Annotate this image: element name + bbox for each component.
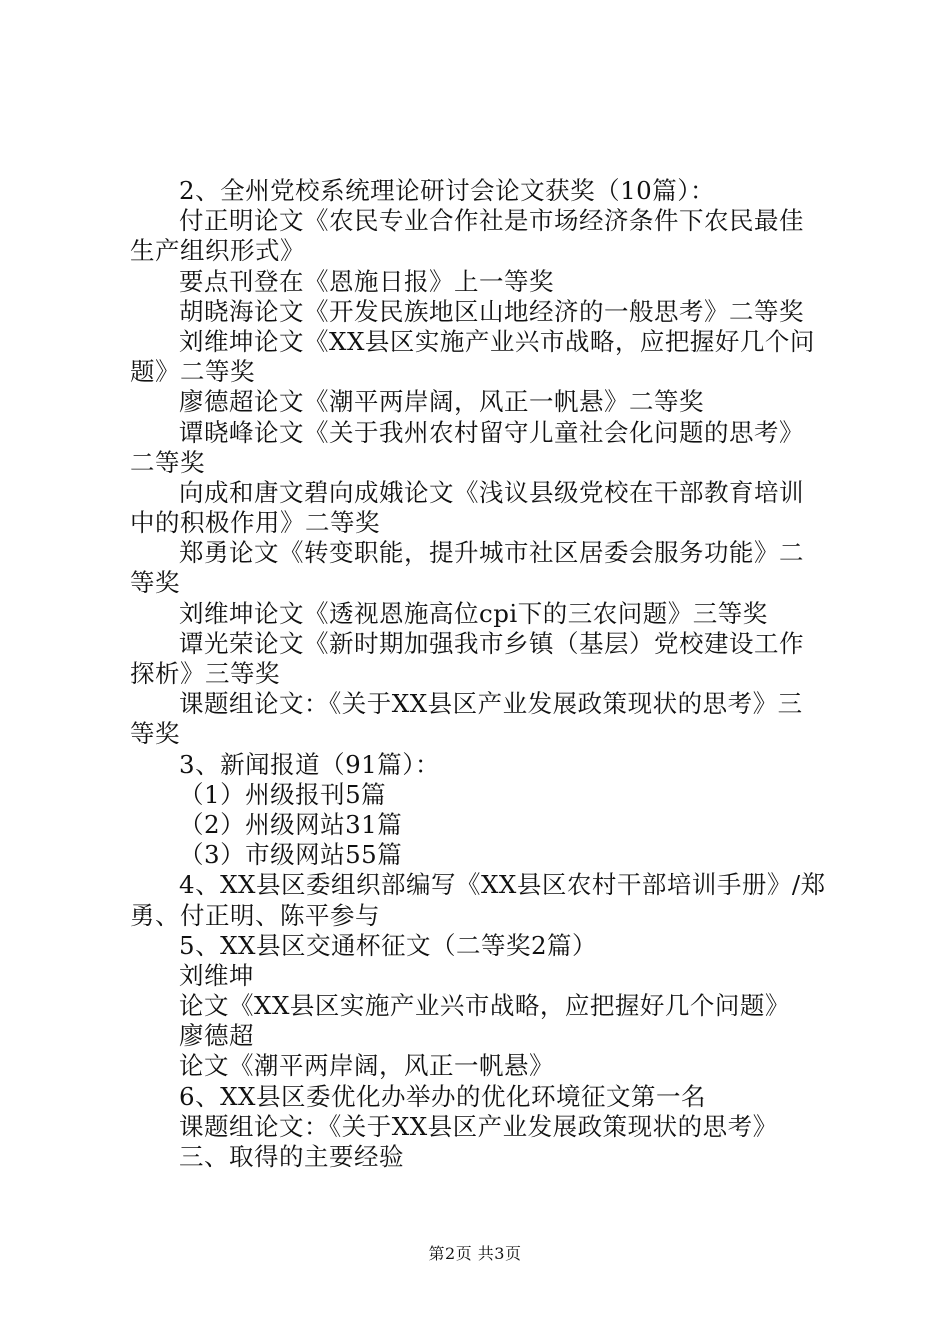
paragraph-line: 郑勇论文《转变职能，提升城市社区居委会服务功能》二 — [179, 538, 804, 568]
paragraph-line: 中的积极作用》二等奖 — [130, 508, 380, 538]
heading-training-manual: 4、XX县区委组织部编写《XX县区农村干部培训手册》/郑 — [179, 870, 826, 900]
paragraph-line: 刘维坤论文《XX县区实施产业兴市战略，应把握好几个问 — [179, 326, 815, 356]
paragraph-line: 等奖 — [130, 719, 180, 749]
document-body — [130, 176, 832, 1172]
heading-essay-contest: 5、XX县区交通杯征文（二等奖2篇） — [179, 930, 598, 960]
paragraph-line: 向成和唐文碧向成娥论文《浅议县级党校在干部教育培训 — [179, 477, 804, 507]
paragraph-line: 刘维坤 — [179, 960, 254, 990]
heading-optimization-essay: 6、XX县区委优化办举办的优化环境征文第一名 — [179, 1081, 706, 1111]
paragraph-line: 论文《潮平两岸阔，风正一帆悬》 — [179, 1051, 554, 1081]
list-item: （2）州级网站31篇 — [179, 809, 403, 839]
paragraph-line: 廖德超论文《潮平两岸阔，风正一帆悬》二等奖 — [179, 387, 704, 417]
section-heading-experience: 三、取得的主要经验 — [179, 1142, 404, 1171]
heading-news-reports: 3、新闻报道（91篇）： — [179, 749, 441, 779]
paragraph-line: 廖德超 — [179, 1021, 254, 1051]
paragraph-line: 胡晓海论文《开发民族地区山地经济的一般思考》二等奖 — [179, 296, 804, 326]
paragraph-line: 课题组论文：《关于XX县区产业发展政策现状的思考》 — [179, 1111, 778, 1141]
paragraph-line: 论文《XX县区实施产业兴市战略，应把握好几个问题》 — [179, 991, 790, 1021]
paragraph-line: 题》二等奖 — [130, 357, 255, 387]
paragraph-line: 谭晓峰论文《关于我州农村留守儿童社会化问题的思考》 — [179, 417, 804, 447]
paragraph-line: 谭光荣论文《新时期加强我市乡镇（基层）党校建设工作 — [179, 628, 804, 658]
paragraph-line: 生产组织形式》 — [130, 236, 305, 266]
page-footer: 第2页 共3页 — [428, 1244, 522, 1263]
heading-paper-awards: 2、全州党校系统理论研讨会论文获奖（10篇）： — [179, 176, 716, 205]
paragraph-line: 二等奖 — [130, 447, 205, 477]
paragraph-line: 探析》三等奖 — [130, 659, 280, 688]
list-item: （3）市级网站55篇 — [179, 840, 403, 870]
paragraph-line: 勇、付正明、陈平参与 — [130, 900, 380, 930]
paragraph-line: 刘维坤论文《透视恩施高位cpi下的三农问题》三等奖 — [179, 598, 768, 628]
paragraph-line: 课题组论文：《关于XX县区产业发展政策现状的思考》三 — [179, 689, 803, 719]
paragraph-line: 付正明论文《农民专业合作社是市场经济条件下农民最佳 — [179, 206, 804, 236]
paragraph-line: 要点刊登在《恩施日报》上一等奖 — [179, 266, 554, 296]
paragraph-line: 等奖 — [130, 568, 180, 598]
list-item: （1）州级报刊5篇 — [179, 779, 387, 809]
